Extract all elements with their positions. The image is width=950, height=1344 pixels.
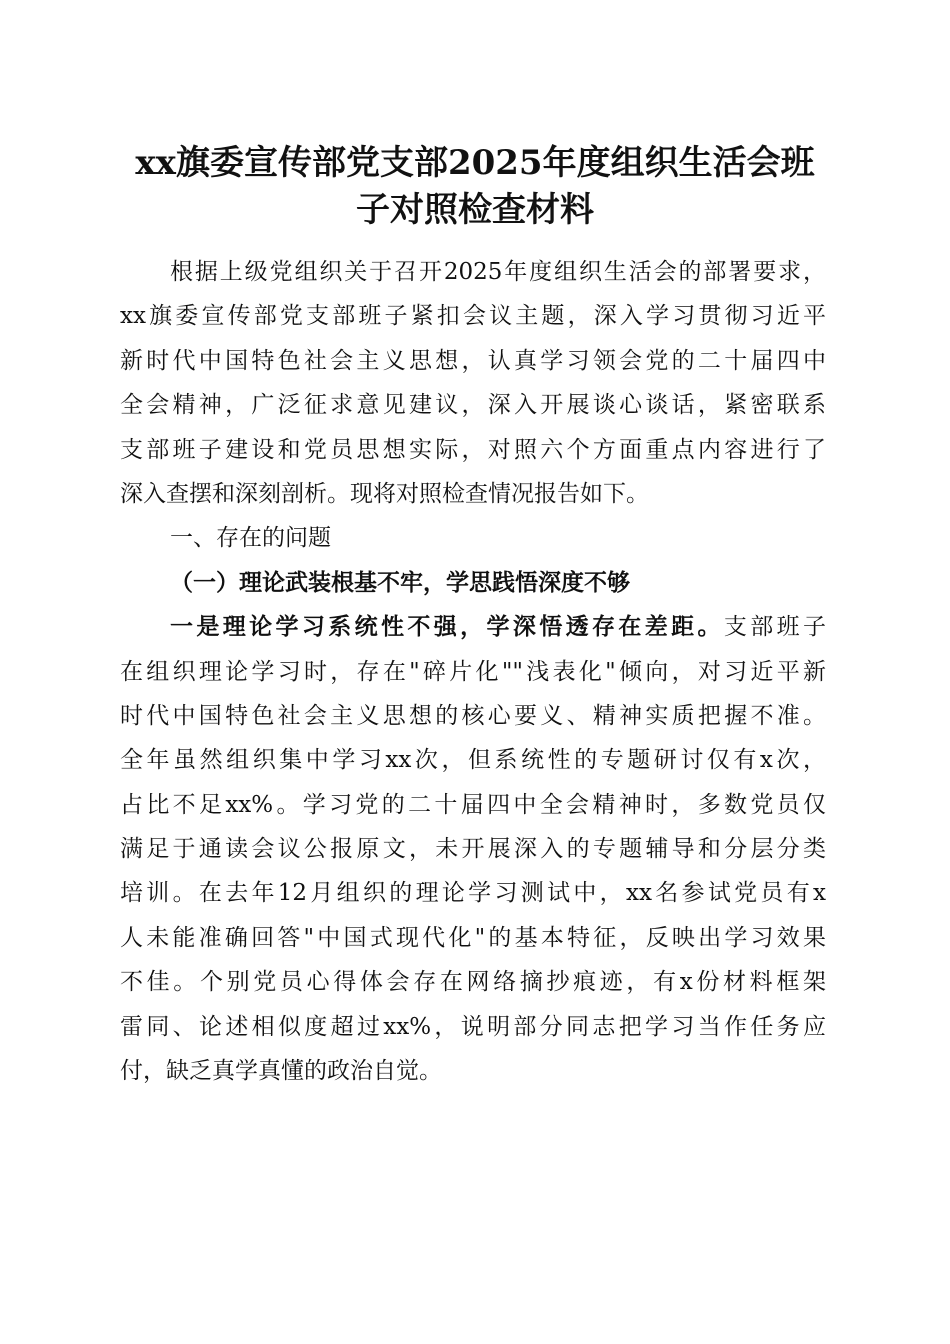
paragraph-line: 雷同、论述相似度超过xx%，说明部分同志把学习当作任务应 [120, 1013, 826, 1040]
subsection-heading: （一）理论武装根基不牢，学思践悟深度不够 [170, 568, 630, 596]
paragraph-line: 满足于通读会议公报原文，未开展深入的专题辅导和分层分类 [120, 836, 826, 863]
paragraph-line: 人未能准确回答"中国式现代化"的基本特征，反映出学习效果 [120, 924, 826, 951]
intro-paragraph [120, 250, 826, 516]
paragraph-line: xx旗委宣传部党支部班子紧扣会议主题，深入学习贯彻习近平 [120, 303, 826, 330]
title-line-1: xx旗委宣传部党支部2025年度组织生活会班 [135, 143, 815, 183]
paragraph-line: 占比不足xx%。学习党的二十届四中全会精神时，多数党员仅 [120, 791, 826, 818]
paragraph-line: 不佳。个别党员心得体会存在网络摘抄痕迹，有x份材料框架 [120, 969, 826, 996]
paragraph-line: 在组织理论学习时，存在"碎片化""浅表化"倾向，对习近平新 [120, 658, 826, 685]
paragraph-line [120, 605, 826, 649]
paragraph-line: 深入查摆和深刻剖析。现将对照检查情况报告如下。 [120, 480, 649, 507]
document-body [120, 250, 826, 1093]
paragraph-line: 根据上级党组织关于召开2025年度组织生活会的部署要求， [170, 259, 826, 285]
paragraph-line: 培训。在去年12月组织的理论学习测试中，xx名参试党员有x [120, 880, 826, 907]
paragraph-line: 时代中国特色社会主义思想的核心要义、精神实质把握不准。 [120, 702, 826, 729]
title-line-2: 子对照检查材料 [356, 190, 594, 230]
paragraph-line: 全会精神，广泛征求意见建议，深入开展谈心谈话，紧密联系 [120, 392, 826, 419]
section-heading: 一、存在的问题 [170, 525, 331, 552]
point-lead: 一是理论学习系统性不强，学深悟透存在差距。 [170, 613, 724, 641]
point-lead-rest: 支部班子 [723, 614, 826, 641]
document-title [100, 140, 850, 234]
paragraph-line: 新时代中国特色社会主义思想，认真学习领会党的二十届四中 [120, 347, 826, 374]
paragraph-line: 支部班子建设和党员思想实际，对照六个方面重点内容进行了 [120, 436, 826, 463]
paragraph-line: 全年虽然组织集中学习xx次，但系统性的专题研讨仅有x次， [120, 747, 826, 774]
paragraph-line: 付，缺乏真学真懂的政治自觉。 [120, 1058, 442, 1085]
point-one-paragraph [120, 605, 826, 1093]
